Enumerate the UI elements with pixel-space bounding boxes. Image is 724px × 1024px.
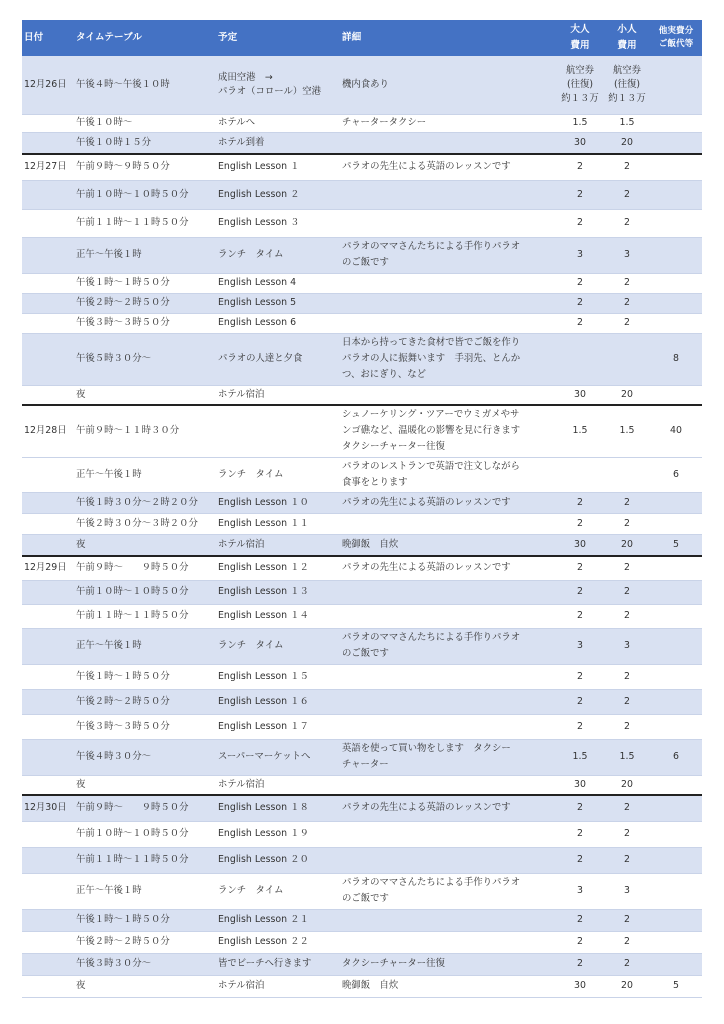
cell-detail: 晩御飯 自炊 <box>340 975 556 997</box>
cell-detail <box>340 132 556 154</box>
cell-time: 午前９時～ ９時５０分 <box>74 556 216 580</box>
cell-other-cost <box>650 209 702 237</box>
table-row <box>22 931 702 953</box>
table-row <box>22 909 702 931</box>
cell-child-cost: 2 <box>604 293 650 313</box>
cell-child-cost: 2 <box>604 664 650 689</box>
cell-detail <box>340 385 556 405</box>
cell-time: 午後２時～２時５０分 <box>74 293 216 313</box>
cell-plan: ランチ タイム <box>216 628 340 664</box>
cell-detail: チャータータクシー <box>340 114 556 132</box>
cell-plan: English Lesson １２ <box>216 556 340 580</box>
cell-other-cost: 8 <box>650 333 702 385</box>
cell-other-cost <box>650 154 702 180</box>
cell-time: 午前９時～ ９時５０分 <box>74 795 216 821</box>
cell-plan: English Lesson ３ <box>216 209 340 237</box>
header-adult-cost: 大人 費用 <box>556 20 604 56</box>
cell-date <box>22 931 74 953</box>
cell-detail: パラオのママさんたちによる手作りパラオ のご飯です <box>340 628 556 664</box>
cell-adult-cost: 30 <box>556 534 604 556</box>
cell-other-cost <box>650 821 702 847</box>
table-row <box>22 714 702 739</box>
cell-detail <box>340 909 556 931</box>
cell-plan: スーパーマーケットへ <box>216 739 340 775</box>
cell-date <box>22 180 74 209</box>
cell-date <box>22 821 74 847</box>
cell-other-cost <box>650 628 702 664</box>
cell-time: 午後３時～３時５０分 <box>74 313 216 333</box>
cell-detail <box>340 714 556 739</box>
cell-time: 午後１時３０分～２時２０分 <box>74 492 216 513</box>
cell-time: 午後５時３０分～ <box>74 333 216 385</box>
cell-child-cost: 2 <box>604 154 650 180</box>
cell-plan: ランチ タイム <box>216 873 340 909</box>
table-row <box>22 821 702 847</box>
cell-detail <box>340 580 556 604</box>
cell-time: 午前９時～１１時３０分 <box>74 405 216 457</box>
cell-time: 午後１時～１時５０分 <box>74 909 216 931</box>
cell-other-cost <box>650 385 702 405</box>
cell-time: 正午～午後１時 <box>74 873 216 909</box>
cell-date: 12月27日 <box>22 154 74 180</box>
cell-time: 正午～午後１時 <box>74 237 216 273</box>
cell-child-cost: 2 <box>604 847 650 873</box>
cell-adult-cost: 2 <box>556 293 604 313</box>
cell-other-cost <box>650 56 702 114</box>
table-row <box>22 739 702 775</box>
table-row <box>22 534 702 556</box>
cell-date <box>22 873 74 909</box>
cell-child-cost: 1.5 <box>604 405 650 457</box>
cell-adult-cost: 2 <box>556 273 604 293</box>
cell-other-cost <box>650 237 702 273</box>
cell-time: 正午～午後１時 <box>74 457 216 492</box>
cell-date <box>22 739 74 775</box>
cell-adult-cost: 1.5 <box>556 114 604 132</box>
cell-child-cost: 3 <box>604 628 650 664</box>
cell-child-cost: 2 <box>604 313 650 333</box>
cell-date <box>22 975 74 997</box>
cell-detail: 日本から持ってきた食材で皆でご飯を作り パラオの人に振舞います 手羽先、とんか つ、おにぎり、など <box>340 333 556 385</box>
cell-date <box>22 237 74 273</box>
cell-time: 午後２時～２時５０分 <box>74 931 216 953</box>
cell-adult-cost: 2 <box>556 931 604 953</box>
cell-plan: パラオの人達と夕食 <box>216 333 340 385</box>
table-row <box>22 333 702 385</box>
cell-other-cost <box>650 313 702 333</box>
cell-child-cost: 1.5 <box>604 114 650 132</box>
cell-detail: パラオのママさんたちによる手作りパラオ のご飯です <box>340 237 556 273</box>
cell-adult-cost: 2 <box>556 180 604 209</box>
cell-adult-cost: 2 <box>556 556 604 580</box>
cell-child-cost: 2 <box>604 909 650 931</box>
cell-detail <box>340 821 556 847</box>
cell-other-cost: 5 <box>650 975 702 997</box>
cell-detail <box>340 293 556 313</box>
header-date: 日付 <box>22 20 74 56</box>
cell-adult-cost: 2 <box>556 953 604 975</box>
cell-detail <box>340 775 556 795</box>
cell-date <box>22 847 74 873</box>
cell-other-cost <box>650 714 702 739</box>
header-other-cost: 他実費分 ご飯代等 <box>650 20 702 56</box>
schedule-table <box>22 20 702 998</box>
table-row <box>22 689 702 714</box>
cell-other-cost <box>650 132 702 154</box>
table-row <box>22 457 702 492</box>
cell-child-cost: 2 <box>604 556 650 580</box>
cell-date <box>22 628 74 664</box>
cell-other-cost <box>650 689 702 714</box>
cell-time: 午後１時～１時５０分 <box>74 273 216 293</box>
table-row <box>22 132 702 154</box>
cell-plan: English Lesson ２１ <box>216 909 340 931</box>
cell-date <box>22 953 74 975</box>
cell-date <box>22 689 74 714</box>
cell-date <box>22 333 74 385</box>
cell-detail: パラオの先生による英語のレッスンです <box>340 492 556 513</box>
cell-plan: English Lesson １８ <box>216 795 340 821</box>
cell-plan: 皆でビーチへ行きます <box>216 953 340 975</box>
cell-plan: ホテルへ <box>216 114 340 132</box>
cell-other-cost <box>650 492 702 513</box>
cell-adult-cost: 2 <box>556 513 604 534</box>
table-row <box>22 56 702 114</box>
table-row <box>22 114 702 132</box>
cell-time: 午後１０時～ <box>74 114 216 132</box>
cell-child-cost: 2 <box>604 931 650 953</box>
cell-child-cost: 1.5 <box>604 739 650 775</box>
cell-adult-cost: 2 <box>556 909 604 931</box>
header-row <box>22 20 702 56</box>
cell-time: 午前１０時～１０時５０分 <box>74 821 216 847</box>
cell-time: 夜 <box>74 385 216 405</box>
cell-detail: パラオのママさんたちによる手作りパラオ のご飯です <box>340 873 556 909</box>
cell-date <box>22 664 74 689</box>
cell-plan: ホテル宿泊 <box>216 975 340 997</box>
cell-detail <box>340 604 556 628</box>
cell-detail: パラオの先生による英語のレッスンです <box>340 556 556 580</box>
cell-plan <box>216 405 340 457</box>
cell-plan: English Lesson １７ <box>216 714 340 739</box>
cell-detail: 機内食あり <box>340 56 556 114</box>
cell-adult-cost: 2 <box>556 714 604 739</box>
table-row <box>22 975 702 997</box>
cell-adult-cost: 3 <box>556 873 604 909</box>
cell-time: 午前１１時～１１時５０分 <box>74 847 216 873</box>
cell-date <box>22 580 74 604</box>
table-row <box>22 847 702 873</box>
cell-plan: English Lesson １５ <box>216 664 340 689</box>
cell-adult-cost: 2 <box>556 492 604 513</box>
table-row <box>22 628 702 664</box>
cell-plan: English Lesson ２２ <box>216 931 340 953</box>
cell-time: 午前１０時～１０時５０分 <box>74 580 216 604</box>
cell-other-cost: 5 <box>650 534 702 556</box>
cell-adult-cost: 2 <box>556 154 604 180</box>
cell-date <box>22 385 74 405</box>
table-row <box>22 293 702 313</box>
cell-date: 12月30日 <box>22 795 74 821</box>
cell-other-cost <box>650 909 702 931</box>
cell-other-cost <box>650 795 702 821</box>
cell-child-cost: 20 <box>604 975 650 997</box>
cell-plan: 成田空港 → パラオ（コロール）空港 <box>216 56 340 114</box>
cell-plan: ホテル宿泊 <box>216 775 340 795</box>
cell-detail: 晩御飯 自炊 <box>340 534 556 556</box>
cell-detail <box>340 273 556 293</box>
cell-child-cost: 2 <box>604 580 650 604</box>
cell-date <box>22 909 74 931</box>
cell-plan: English Lesson 5 <box>216 293 340 313</box>
table-row <box>22 492 702 513</box>
cell-adult-cost: 3 <box>556 628 604 664</box>
cell-adult-cost <box>556 333 604 385</box>
cell-detail: パラオの先生による英語のレッスンです <box>340 795 556 821</box>
cell-child-cost: 3 <box>604 237 650 273</box>
cell-child-cost: 2 <box>604 714 650 739</box>
cell-date: 12月29日 <box>22 556 74 580</box>
cell-plan: English Lesson １３ <box>216 580 340 604</box>
cell-time: 午前９時～９時５０分 <box>74 154 216 180</box>
cell-detail <box>340 180 556 209</box>
cell-detail <box>340 209 556 237</box>
cell-time: 午後２時～２時５０分 <box>74 689 216 714</box>
cell-child-cost: 20 <box>604 132 650 154</box>
cell-detail <box>340 513 556 534</box>
cell-plan: English Lesson １６ <box>216 689 340 714</box>
cell-detail <box>340 847 556 873</box>
cell-date <box>22 132 74 154</box>
cell-child-cost: 20 <box>604 534 650 556</box>
cell-time: 午前１１時～１１時５０分 <box>74 209 216 237</box>
header-plan: 予定 <box>216 20 340 56</box>
cell-other-cost <box>650 873 702 909</box>
cell-adult-cost: 30 <box>556 385 604 405</box>
cell-adult-cost: 30 <box>556 975 604 997</box>
cell-other-cost <box>650 273 702 293</box>
header-child-cost: 小人 費用 <box>604 20 650 56</box>
cell-adult-cost: 1.5 <box>556 739 604 775</box>
cell-detail <box>340 931 556 953</box>
cell-plan: English Lesson １ <box>216 154 340 180</box>
cell-time: 午後２時３０分～３時２０分 <box>74 513 216 534</box>
cell-adult-cost: 2 <box>556 847 604 873</box>
table-row <box>22 664 702 689</box>
cell-detail: タクシーチャーター往復 <box>340 953 556 975</box>
cell-other-cost <box>650 180 702 209</box>
cell-child-cost: 2 <box>604 604 650 628</box>
cell-time: 正午～午後１時 <box>74 628 216 664</box>
cell-child-cost: 20 <box>604 775 650 795</box>
cell-date: 12月28日 <box>22 405 74 457</box>
cell-adult-cost: 30 <box>556 775 604 795</box>
cell-other-cost: 6 <box>650 457 702 492</box>
cell-adult-cost: 2 <box>556 604 604 628</box>
cell-detail <box>340 313 556 333</box>
table-row <box>22 154 702 180</box>
cell-plan: ランチ タイム <box>216 237 340 273</box>
cell-child-cost: 3 <box>604 873 650 909</box>
cell-plan: English Lesson １９ <box>216 821 340 847</box>
cell-time: 午後１０時１５分 <box>74 132 216 154</box>
cell-child-cost: 2 <box>604 180 650 209</box>
cell-plan: ホテル宿泊 <box>216 534 340 556</box>
table-row <box>22 385 702 405</box>
cell-adult-cost: 2 <box>556 664 604 689</box>
cell-time: 夜 <box>74 775 216 795</box>
cell-child-cost: 2 <box>604 273 650 293</box>
cell-date <box>22 313 74 333</box>
cell-adult-cost: 2 <box>556 313 604 333</box>
cell-detail: パラオの先生による英語のレッスンです <box>340 154 556 180</box>
cell-plan: English Lesson １４ <box>216 604 340 628</box>
cell-other-cost <box>650 847 702 873</box>
cell-other-cost <box>650 513 702 534</box>
cell-adult-cost: 2 <box>556 689 604 714</box>
cell-date <box>22 513 74 534</box>
header-detail: 詳細 <box>340 20 556 56</box>
cell-plan: English Lesson ２０ <box>216 847 340 873</box>
cell-date <box>22 604 74 628</box>
cell-adult-cost: 1.5 <box>556 405 604 457</box>
cell-detail: 英語を使って買い物をします タクシー チャーター <box>340 739 556 775</box>
cell-adult-cost: 2 <box>556 795 604 821</box>
cell-other-cost: 40 <box>650 405 702 457</box>
cell-adult-cost: 2 <box>556 580 604 604</box>
cell-detail: パラオのレストランで英語で注文しながら 食事をとります <box>340 457 556 492</box>
cell-other-cost <box>650 775 702 795</box>
cell-other-cost <box>650 556 702 580</box>
cell-child-cost: 2 <box>604 795 650 821</box>
cell-child-cost: 2 <box>604 689 650 714</box>
cell-child-cost <box>604 457 650 492</box>
cell-child-cost: 航空券 (往復) 約１３万 <box>604 56 650 114</box>
cell-other-cost <box>650 580 702 604</box>
table-row <box>22 580 702 604</box>
cell-plan: ホテル宿泊 <box>216 385 340 405</box>
cell-time: 午前１１時～１１時５０分 <box>74 604 216 628</box>
table-row <box>22 604 702 628</box>
cell-time: 午後４時～午後１０時 <box>74 56 216 114</box>
table-row <box>22 405 702 457</box>
cell-other-cost <box>650 931 702 953</box>
table-row <box>22 209 702 237</box>
cell-plan: English Lesson 6 <box>216 313 340 333</box>
cell-child-cost: 2 <box>604 513 650 534</box>
table-row <box>22 513 702 534</box>
cell-plan: English Lesson １０ <box>216 492 340 513</box>
cell-time: 午後１時～１時５０分 <box>74 664 216 689</box>
cell-date <box>22 209 74 237</box>
cell-detail <box>340 664 556 689</box>
cell-plan: English Lesson 4 <box>216 273 340 293</box>
cell-adult-cost: 3 <box>556 237 604 273</box>
cell-time: 午後４時３０分～ <box>74 739 216 775</box>
cell-other-cost <box>650 604 702 628</box>
table-row <box>22 273 702 293</box>
cell-other-cost <box>650 953 702 975</box>
table-row <box>22 180 702 209</box>
cell-child-cost: 20 <box>604 385 650 405</box>
table-row <box>22 795 702 821</box>
cell-adult-cost <box>556 457 604 492</box>
cell-adult-cost: 2 <box>556 209 604 237</box>
cell-detail: シュノーケリング・ツアーでウミガメやサ ンゴ礁など、温暖化の影響を見に行きます タクシーチャーター往復 <box>340 405 556 457</box>
cell-date <box>22 457 74 492</box>
cell-date <box>22 114 74 132</box>
table-row <box>22 556 702 580</box>
cell-other-cost: 6 <box>650 739 702 775</box>
cell-date: 12月26日 <box>22 56 74 114</box>
cell-other-cost <box>650 114 702 132</box>
cell-plan: ランチ タイム <box>216 457 340 492</box>
cell-plan: English Lesson １１ <box>216 513 340 534</box>
cell-plan: ホテル到着 <box>216 132 340 154</box>
cell-detail <box>340 689 556 714</box>
cell-other-cost <box>650 293 702 313</box>
cell-time: 午前１０時～１０時５０分 <box>74 180 216 209</box>
table-row <box>22 237 702 273</box>
table-row <box>22 313 702 333</box>
cell-date <box>22 714 74 739</box>
cell-date <box>22 775 74 795</box>
cell-date <box>22 534 74 556</box>
cell-child-cost: 2 <box>604 209 650 237</box>
cell-time: 夜 <box>74 975 216 997</box>
cell-date <box>22 492 74 513</box>
cell-adult-cost: 航空券 (往復) 約１３万 <box>556 56 604 114</box>
cell-adult-cost: 2 <box>556 821 604 847</box>
cell-date <box>22 293 74 313</box>
cell-time: 午後３時３０分～ <box>74 953 216 975</box>
cell-date <box>22 273 74 293</box>
cell-child-cost: 2 <box>604 821 650 847</box>
header-time: タイムテーブル <box>74 20 216 56</box>
cell-child-cost: 2 <box>604 492 650 513</box>
cell-adult-cost: 30 <box>556 132 604 154</box>
cell-child-cost <box>604 333 650 385</box>
cell-plan: English Lesson ２ <box>216 180 340 209</box>
table-row <box>22 873 702 909</box>
table-row <box>22 775 702 795</box>
cell-other-cost <box>650 664 702 689</box>
table-row <box>22 953 702 975</box>
cell-time: 夜 <box>74 534 216 556</box>
cell-time: 午後３時～３時５０分 <box>74 714 216 739</box>
cell-child-cost: 2 <box>604 953 650 975</box>
